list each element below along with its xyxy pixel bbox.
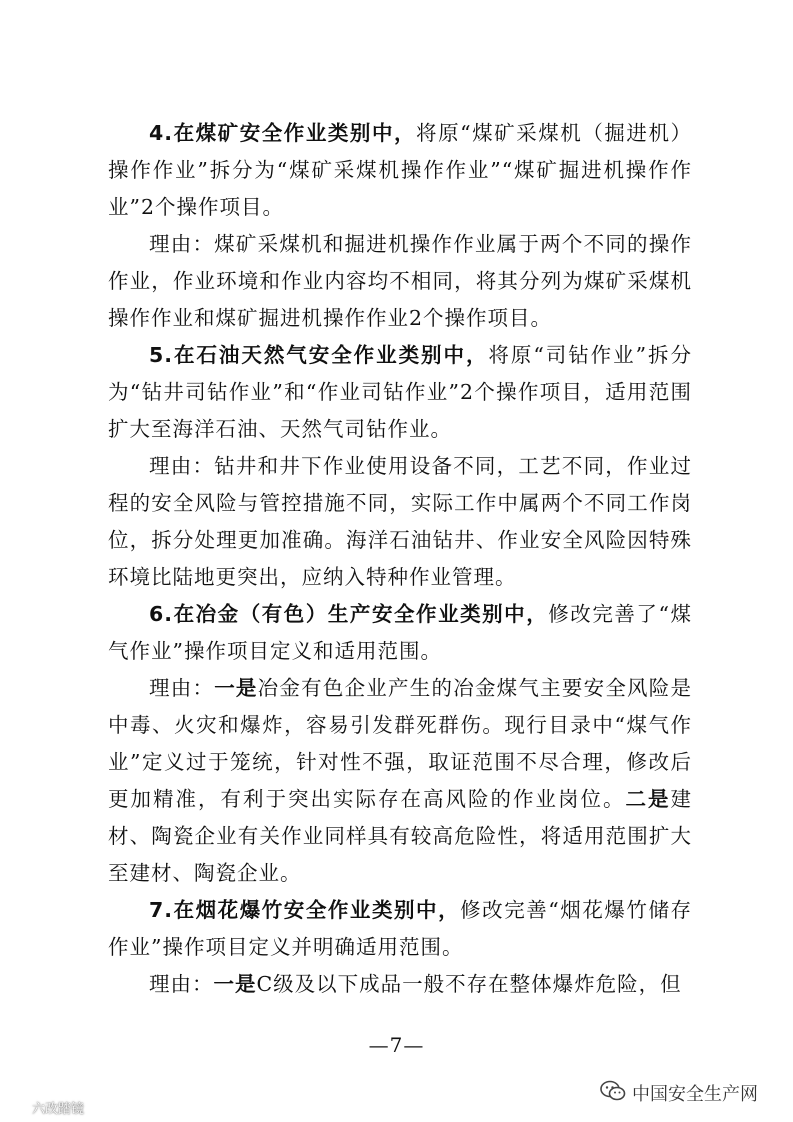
- paragraph: [108, 115, 692, 226]
- paragraph: [108, 596, 692, 670]
- body-text: [108, 115, 692, 1003]
- wechat-icon: [600, 1080, 626, 1107]
- page-number: —7—: [368, 1033, 425, 1057]
- text-run: 理由：煤矿采煤机和掘进机操作作业属于两个不同的操作作业，作业环境和作业内容均不相同，将其分列为煤矿采煤机操作作业和煤矿掘进机操作作业2个操作项目。: [108, 232, 692, 330]
- source-watermark: [600, 1078, 785, 1108]
- paragraph: [108, 966, 692, 1003]
- corner-watermark: [8, 1096, 84, 1118]
- text-run: 理由：钻井和井下作业使用设备不同，工艺不同，作业过程的安全风险与管控措施不同，实际工作中属两个不同工作岗位，拆分处理更加准确。海洋石油钻井、作业安全风险因特殊环境比陆地更突出，应纳入特种作业管理。: [108, 454, 692, 589]
- text-run: 理由：: [149, 972, 214, 996]
- text-run: 将原“司钻作业”拆分为“钻井司钻作业”和“作业司钻作业”2个操作项目，适用范围扩大至海洋石油、天然气司钻作业。: [108, 343, 692, 441]
- text-run: 将原“煤矿采煤机（掘进机）操作作业”拆分为“煤矿采煤机操作作业”“煤矿掘进机操作作业”2个操作项目。: [108, 121, 692, 219]
- paragraph: [108, 448, 692, 596]
- source-watermark-text: 中国安全生产网: [632, 1084, 758, 1105]
- text-run: 修改完善了“煤气作业”操作项目定义和适用范围。: [108, 602, 692, 663]
- text-run: 理由：: [149, 676, 215, 700]
- text-run: 冶金有色企业产生的冶金煤气主要安全风险是中毒、火灾和爆炸，容易引发群死群伤。现行目录中“煤气作业”定义过于笼统，针对性不强，取证范围不尽合理，修改后更加精准，有利于突出实际存在高风险的作业岗位。: [108, 676, 693, 811]
- bold-run: 6.在冶金（有色）生产安全作业类别中，: [149, 602, 549, 626]
- bold-run: 5.在石油天然气安全作业类别中，: [149, 343, 489, 367]
- paragraph: [108, 337, 692, 448]
- paragraph: [108, 670, 692, 892]
- bold-run: 一是: [214, 676, 258, 700]
- weibo-icon: [8, 1097, 28, 1117]
- bold-run: 4.在煤矿安全作业类别中，: [149, 121, 417, 145]
- text-run: 建材、陶瓷企业有关作业同样具有较高危险性，将适用范围扩大至建材、陶瓷企业。: [108, 787, 692, 885]
- paragraph: [108, 892, 692, 966]
- bold-run: 7.在烟花爆竹安全作业类别中，: [149, 898, 461, 922]
- text-run: C级及以下成品一般不存在整体爆炸危险，但: [256, 972, 682, 996]
- bold-run: 一是: [213, 972, 257, 996]
- paragraph: [108, 226, 692, 337]
- corner-watermark-text: 六改踏镜: [32, 1101, 85, 1117]
- text-run: 修改完善“烟花爆竹储存作业”操作项目定义并明确适用范围。: [108, 898, 692, 959]
- bold-run: 二是: [625, 787, 671, 811]
